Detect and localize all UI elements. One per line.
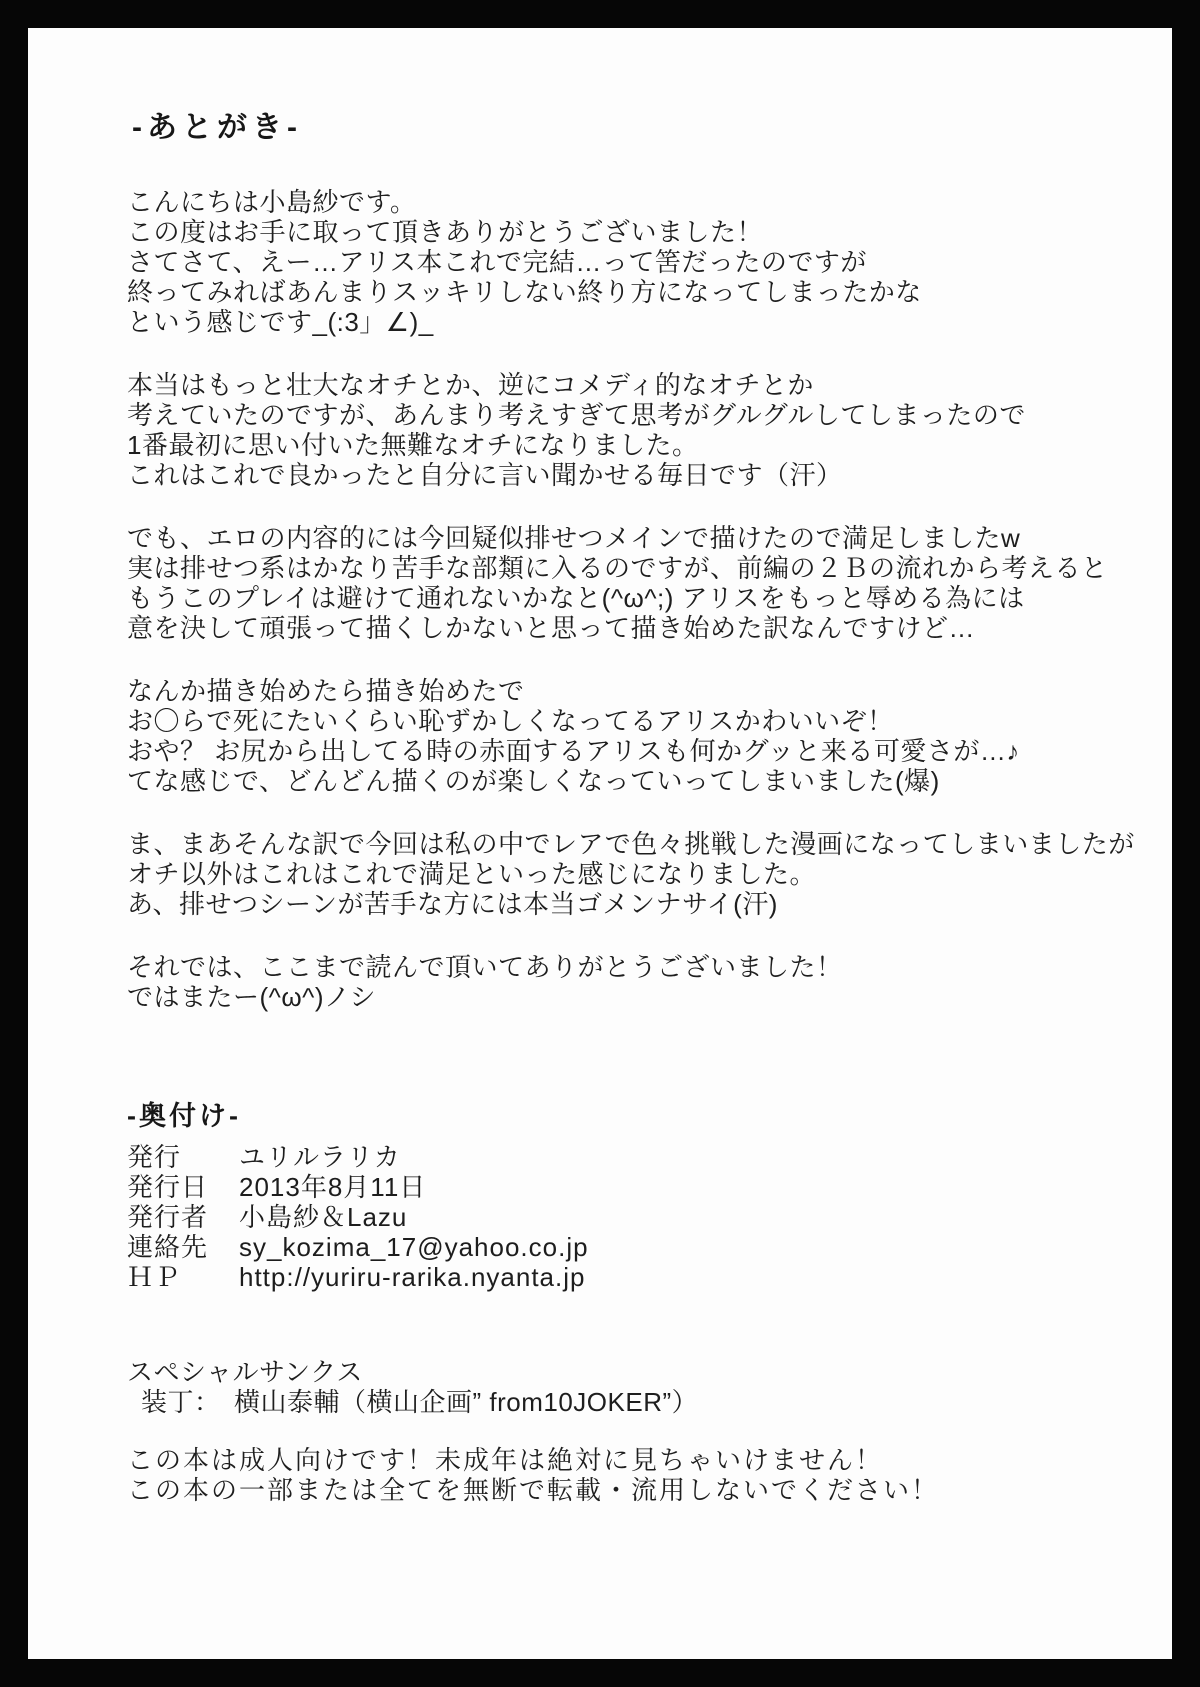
text-line: ま、まあそんな訳で今回は私の中でレアで色々挑戦した漫画になってしまいましたが [127, 829, 1135, 859]
text-line: さてさて、えー…アリス本これで完結…って筈だったのですが [127, 247, 867, 277]
scanned-page [28, 28, 1172, 1659]
afterword-paragraph [127, 370, 1142, 490]
colophon-value: http://yuriru-rarika.nyanta.jp [239, 1262, 586, 1292]
text-line: 意を決して頑張って描くしかないと思って描き始めた訳なんですけど… [127, 613, 976, 643]
colophon-row [127, 1172, 1142, 1202]
text-line: もうこのプレイは避けて通れないかなと(^ω^;) アリスをもっと辱める為には [127, 583, 1025, 613]
text-line: あ、排せつシーンが苦手な方には本当ゴメンナサイ(汗) [127, 889, 778, 919]
colophon-label: 発行者 [127, 1202, 209, 1232]
adult-notice-line: この本は成人向けです！未成年は絶対に見ちゃいけません！ [127, 1445, 884, 1475]
page-content [28, 110, 1172, 1505]
text-line: この度はお手に取って頂きありがとうございました！ [127, 217, 764, 247]
colophon-title: -奥付け- [127, 1101, 241, 1131]
afterword-paragraph [127, 829, 1142, 919]
colophon-value: sy_kozima_17@yahoo.co.jp [239, 1232, 589, 1262]
text-line: 実は排せつ系はかなり苦手な部類に入るのですが、前編の２Ｂの流れから考えると [127, 553, 1108, 583]
text-line: お〇らで死にたいくらい恥ずかしくなってるアリスかわいいぞ！ [127, 706, 894, 736]
copyright-notice-line: この本の一部または全てを無断で転載・流用しないでください！ [127, 1475, 940, 1505]
special-thanks-credit: 装丁： 横山泰輔（横山企画” from10JOKER”） [141, 1387, 699, 1417]
text-line: これはこれで良かったと自分に言い聞かせる毎日です（汗） [127, 460, 843, 490]
text-line: なんか描き始めたら描き始めたで [127, 676, 525, 706]
afterword-paragraph [127, 187, 1142, 337]
text-line: おや？ お尻から出してる時の赤面するアリスも何かグッと来る可愛さが…♪ [127, 736, 1020, 766]
text-line: 1番最初に思い付いた無難なオチになりました。 [127, 430, 699, 460]
colophon-value: ユリルラリカ [239, 1142, 401, 1172]
text-line: という感じです_(:3」∠)_ [127, 307, 434, 337]
afterword-paragraph [127, 523, 1142, 643]
afterword-title: -あとがき- [132, 111, 302, 144]
text-line: 終ってみればあんまりスッキリしない終り方になってしまったかな [127, 277, 922, 307]
afterword-body [127, 187, 1142, 1012]
colophon-value: 2013年8月11日 [239, 1172, 427, 1202]
afterword-paragraph [127, 676, 1142, 796]
special-thanks-heading: スペシャルサンクス [127, 1357, 363, 1387]
colophon-row [127, 1232, 1142, 1262]
colophon-label: 発行日 [127, 1172, 209, 1202]
adult-notice [127, 1445, 1142, 1505]
colophon-row [127, 1262, 1142, 1292]
colophon-row [127, 1202, 1142, 1232]
text-line: ではまたー(^ω^)ノシ [127, 982, 376, 1012]
text-line: でも、エロの内容的には今回疑似排せつメインで描けたので満足しましたw [127, 523, 1021, 553]
colophon-label: 連絡先 [127, 1232, 209, 1262]
colophon-label: 発行 [127, 1142, 182, 1172]
afterword-paragraph [127, 952, 1142, 1012]
text-line: てな感じで、どんどん描くのが楽しくなっていってしまいました(爆) [127, 766, 940, 796]
colophon-row [127, 1142, 1142, 1172]
colophon-value: 小島紗＆Lazu [239, 1202, 408, 1232]
colophon-table [127, 1142, 1142, 1292]
text-line: オチ以外はこれはこれで満足といった感じになりました。 [127, 859, 817, 889]
text-line: こんにちは小島紗です。 [127, 187, 417, 217]
text-line: それでは、ここまで読んで頂いてありがとうございました！ [127, 952, 843, 982]
special-thanks [127, 1357, 1142, 1417]
text-line: 考えていたのですが、あんまり考えすぎて思考がグルグルしてしまったので [127, 400, 1026, 430]
text-line: 本当はもっと壮大なオチとか、逆にコメディ的なオチとか [127, 370, 814, 400]
colophon-label: ＨＰ [127, 1262, 182, 1292]
